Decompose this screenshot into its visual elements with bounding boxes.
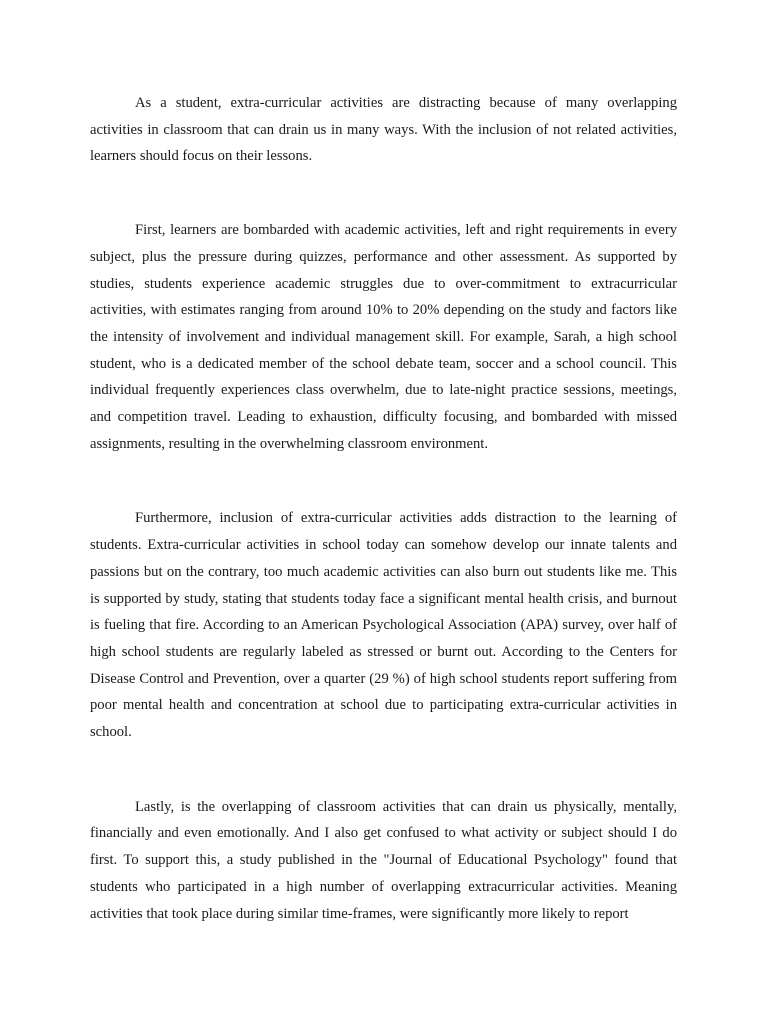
paragraph-intro: As a student, extra-curricular activities are distracting because of many overlapping activities in classroom that can drain us in many ways. With the inclusion of not related activities, learners should focus on their lessons. <box>90 95 677 165</box>
paragraph-second-argument: Furthermore, inclusion of extra-curricular activities adds distraction to the learning of students. Extra-curricular activities in school today can somehow develop our innate talents and passions but on the contrary, too much academic activities can also burn out students like me. This is supported by study, stating that students today face a significant mental health crisis, and burnout is fueling that fire. According to an American Psychological Association (APA) survey, over half of high school students are regularly labeled as stressed or burnt out. According to the Centers for Disease Control and Prevention, over a quarter (29 %) of high school students report suffering from poor mental health and concentration at school due to participating extra-curricular activities in school. <box>90 510 677 741</box>
paragraph-third-argument: Lastly, is the overlapping of classroom activities that can drain us physically, mentally, financially and even emotionally. And I also get confused to what activity or subject should I do first. To support this, a study published in the "Journal of Educational Psychology" found that students who participated in a high number of overlapping extracurricular activities. Meaning activities that took place during similar time-frames, were significantly more likely to report <box>90 798 677 922</box>
document-page <box>90 90 677 927</box>
paragraph-first-argument: First, learners are bombarded with academic activities, left and right requirements in every subject, plus the pressure during quizzes, performance and other assessment. As supported by studies, students experience academic struggles due to over-commitment to extracurricular activities, with estimates ranging from around 10% to 20% depending on the study and factors like the intensity of involvement and individual management skill. For example, Sarah, a high school student, who is a dedicated member of the school debate team, soccer and a school council. This individual frequently experiences class overwhelm, due to late-night practice sessions, meetings, and competition travel. Leading to exhaustion, difficulty focusing, and bombarded with missed assignments, resulting in the overwhelming classroom environment. <box>90 222 677 452</box>
